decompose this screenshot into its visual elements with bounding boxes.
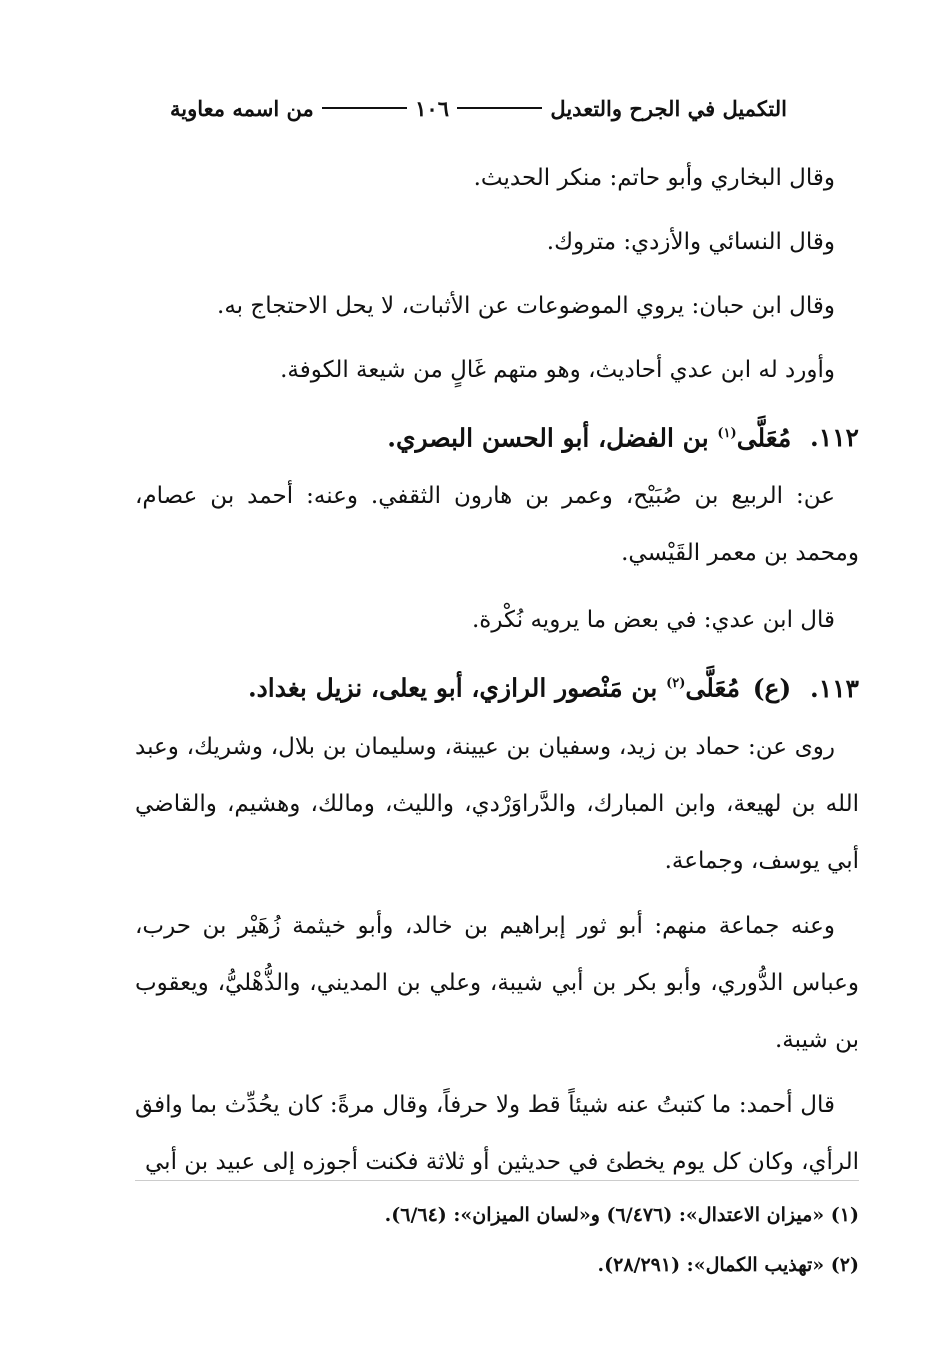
text-paragraph: وقال البخاري وأبو حاتم: منكر الحديث. xyxy=(473,165,835,191)
footnote-ref: (٢) xyxy=(666,676,686,692)
footnotes xyxy=(135,1190,859,1290)
header-section-title: من اسمه معاوية xyxy=(169,95,314,121)
entry-number: ١١٢. xyxy=(809,423,859,453)
header-page-number: ١٠٦ xyxy=(415,95,449,121)
text-paragraph: وقال ابن حبان: يروي الموضوعات عن الأثبات، لا يحل الاحتجاج به. xyxy=(217,293,835,319)
entry-heading xyxy=(135,404,859,468)
main-text xyxy=(135,148,859,1199)
entry-paragraph: عن: الربيع بن صُبَيْح، وعمر بن هارون الثقفي. وعنه: أحمد بن عصام، ومحمد بن معمر القَيْسي. xyxy=(135,483,859,567)
entry-paragraph: قال ابن عدي: في بعض ما يرويه نُكْرة. xyxy=(472,607,835,634)
entry-number: ١١٣. xyxy=(809,673,859,703)
running-header xyxy=(170,88,787,128)
text-paragraph: وأورد له ابن عدي أحاديث، وهو متهم غَالٍ من شيعة الكوفة. xyxy=(280,357,835,383)
entry-name: مُعَلَّى xyxy=(685,673,740,703)
text-paragraph: وقال النسائي والأزدي: متروك. xyxy=(546,229,835,255)
entry-paragraph: وعنه جماعة منهم: أبو ثور إبراهيم بن خالد، وأبو خيثمة زُهَيْر بن حرب، وعباس الدُّوري، وأبو بكر بن أبي شيبة، وعلي بن المديني، والذُّهْليُّ، ويعقوب بن شيبة. xyxy=(135,912,859,1053)
footnote: (٢) «تهذيب الكمال»: (٢٨/٢٩١). xyxy=(597,1254,859,1276)
header-rule xyxy=(457,107,542,109)
entry-paragraph: روى عن: حماد بن زيد، وسفيان بن عيينة، وسليمان بن بلال، وشريك، وعبد الله بن لهيعة، وابن المبارك، والدَّراوَرْدي، والليث، ومالك، وهشيم، والقاضي أبي يوسف، وجماعة. xyxy=(135,733,859,874)
entry-name-rest: بن مَنْصور الرازي، أبو يعلى، نزيل بغداد. xyxy=(247,673,658,703)
entry-name-rest: بن الفضل، أبو الحسن البصري. xyxy=(387,423,709,453)
entry-heading xyxy=(135,654,859,718)
footnote: (١) «ميزان الاعتدال»: (٦/٤٧٦) و«لسان الميزان»: (٦/٦٤). xyxy=(384,1204,859,1226)
header-rule xyxy=(322,107,407,109)
footnote-ref: (١) xyxy=(717,426,737,441)
footnote-divider xyxy=(135,1180,859,1181)
entry-name: مُعَلَّى xyxy=(736,423,792,453)
entry-symbol: (ع) xyxy=(752,673,792,703)
entry-paragraph: قال أحمد: ما كتبتُ عنه شيئاً قط ولا حرفاً، وقال مرةً: كان يحُدِّث بما وافق الرأي، وكان كل يوم يخطئ في حديثين أو ثلاثة فكنت أجوزه إلى عبيد بن أبي xyxy=(135,1091,859,1175)
header-book-title: التكميل في الجرح والتعديل xyxy=(550,95,787,121)
